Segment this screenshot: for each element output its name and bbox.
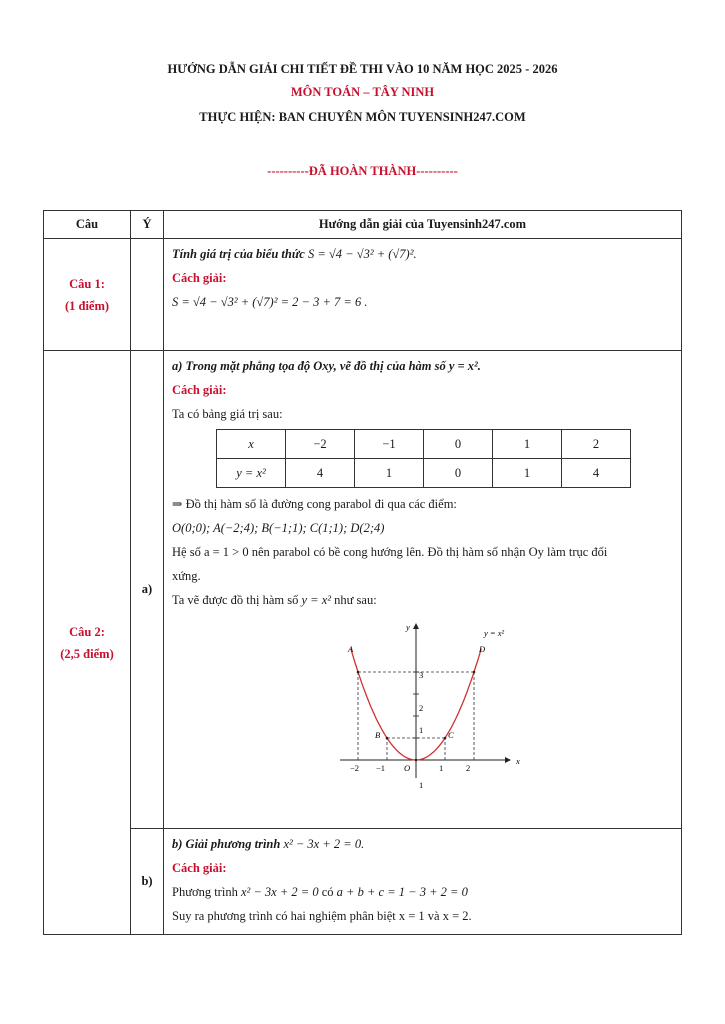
value-cell: 1 xyxy=(493,430,562,459)
q2b-line1a: Phương trình xyxy=(172,885,238,899)
function-label: y = x² xyxy=(484,628,505,638)
doc-status: ----------ĐÃ HOÀN THÀNH---------- xyxy=(267,164,458,178)
value-cell: 0 xyxy=(424,430,493,459)
value-cell: 1 xyxy=(355,459,424,488)
graph-point xyxy=(386,737,389,740)
value-row-x xyxy=(217,430,631,459)
x-tick-label: 2 xyxy=(466,763,471,773)
q2a-points-list: O(0;0); A(−2;4); B(−1;1); C(1;1); D(2;4) xyxy=(172,521,385,535)
solution-table xyxy=(43,210,682,935)
q2a-content xyxy=(164,351,682,829)
value-row-y xyxy=(217,459,631,488)
q2a-prompt: a) Trong mặt phẳng tọa độ Oxy, vẽ đồ thị của hàm số xyxy=(172,359,446,373)
value-cell: 0 xyxy=(424,459,493,488)
q2b-line1d: a + b + c = 1 − 3 + 2 = 0 xyxy=(336,885,468,899)
q1-content xyxy=(164,239,682,351)
q2-label: Câu 2: xyxy=(69,624,105,639)
header-cau: Câu xyxy=(44,211,131,239)
q1-solution: S = √4 − √3² + (√7)² = 2 − 3 + 7 = 6 . xyxy=(172,295,368,309)
q2a-coef-line1: Hệ số a = 1 > 0 nên parabol có bề cong hướng lên. Đồ thị hàm số nhận Oy làm trục đối xyxy=(172,545,608,559)
point-label-a: A xyxy=(348,644,354,654)
table-header-row xyxy=(44,211,682,239)
q1-points: (1 điểm) xyxy=(64,298,110,313)
q2b-method: Cách giải: xyxy=(172,861,227,875)
y-tick-label: 1 xyxy=(419,725,424,735)
q1-label: Câu 1: xyxy=(69,276,105,291)
q2a-method: Cách giải: xyxy=(172,383,227,397)
q2a-draw-func: y = x² xyxy=(301,593,332,607)
q2b-line1c: có xyxy=(321,885,334,899)
x-tick-label: −2 xyxy=(350,763,360,773)
q2b-prompt: b) Giải phương trình xyxy=(172,837,281,851)
q2-points: (2,5 điểm) xyxy=(60,646,114,661)
q1-y-cell xyxy=(131,239,164,351)
header-guide: Hướng dẫn giải của Tuyensinh247.com xyxy=(164,211,682,239)
q2-label-cell xyxy=(44,351,131,935)
y-axis-label: y xyxy=(406,622,410,632)
point-label-d: D xyxy=(479,644,486,654)
point-label-c: C xyxy=(448,730,454,740)
x-axis-label: x xyxy=(516,756,520,766)
q1-prompt: Tính giá trị của biểu thức xyxy=(172,247,305,261)
q2a-conclusion: ⇒ Đồ thị hàm số là đường cong parabol đi qua các điểm: xyxy=(172,497,457,511)
q2b-line1b: x² − 3x + 2 = 0 xyxy=(240,885,319,899)
doc-title: HƯỚNG DẪN GIẢI CHI TIẾT ĐỀ THI VÀO 10 NĂM HỌC 2025 - 2026 xyxy=(167,62,558,76)
origin-label: O xyxy=(404,763,411,773)
q2b-line2: Suy ra phương trình có hai nghiệm phân biệt x = 1 và x = 2. xyxy=(172,909,472,923)
y-tick-label: 2 xyxy=(419,703,424,713)
value-cell: y = x² xyxy=(217,459,286,488)
q2a-func: y = x². xyxy=(448,359,481,373)
q1-method: Cách giải: xyxy=(172,271,227,285)
doc-subject: MÔN TOÁN – TÂY NINH xyxy=(290,85,435,99)
value-table xyxy=(216,429,631,488)
graph-point xyxy=(444,737,447,740)
question-2a-row xyxy=(44,351,682,829)
value-cell: x xyxy=(217,430,286,459)
y-neg-tick-label: 1 xyxy=(419,780,424,790)
q2a-coef-line2: xứng. xyxy=(172,569,201,583)
q2a-intro: Ta có bảng giá trị sau: xyxy=(172,407,283,421)
header-y: Ý xyxy=(131,211,164,239)
parabola-graph xyxy=(336,618,526,790)
point-label-b: B xyxy=(375,730,381,740)
x-tick-label: 1 xyxy=(439,763,444,773)
value-cell: 1 xyxy=(493,459,562,488)
graph-point xyxy=(473,671,476,674)
graph-point xyxy=(357,671,360,674)
q2a-draw-suffix: như sau: xyxy=(334,593,377,607)
q2a-marker: a) xyxy=(131,351,164,829)
question-2b-row xyxy=(44,829,682,935)
value-cell: 4 xyxy=(286,459,355,488)
graph-point xyxy=(415,759,418,762)
q2b-eq: x² − 3x + 2 = 0. xyxy=(283,837,365,851)
doc-author: THỰC HIỆN: BAN CHUYÊN MÔN TUYENSINH247.COM xyxy=(199,110,526,124)
q2b-content xyxy=(164,829,682,935)
q2b-marker: b) xyxy=(131,829,164,935)
value-cell: 2 xyxy=(562,430,631,459)
q2a-draw-text: Ta vẽ được đồ thị hàm số xyxy=(172,593,299,607)
value-cell: 4 xyxy=(562,459,631,488)
x-tick-label: −1 xyxy=(376,763,386,773)
value-cell: −2 xyxy=(286,430,355,459)
y-tick-label: 3 xyxy=(419,670,424,680)
question-1-row xyxy=(44,239,682,351)
q1-label-cell xyxy=(44,239,131,351)
value-cell: −1 xyxy=(355,430,424,459)
q1-expression: S = √4 − √3² + (√7)². xyxy=(307,247,417,261)
